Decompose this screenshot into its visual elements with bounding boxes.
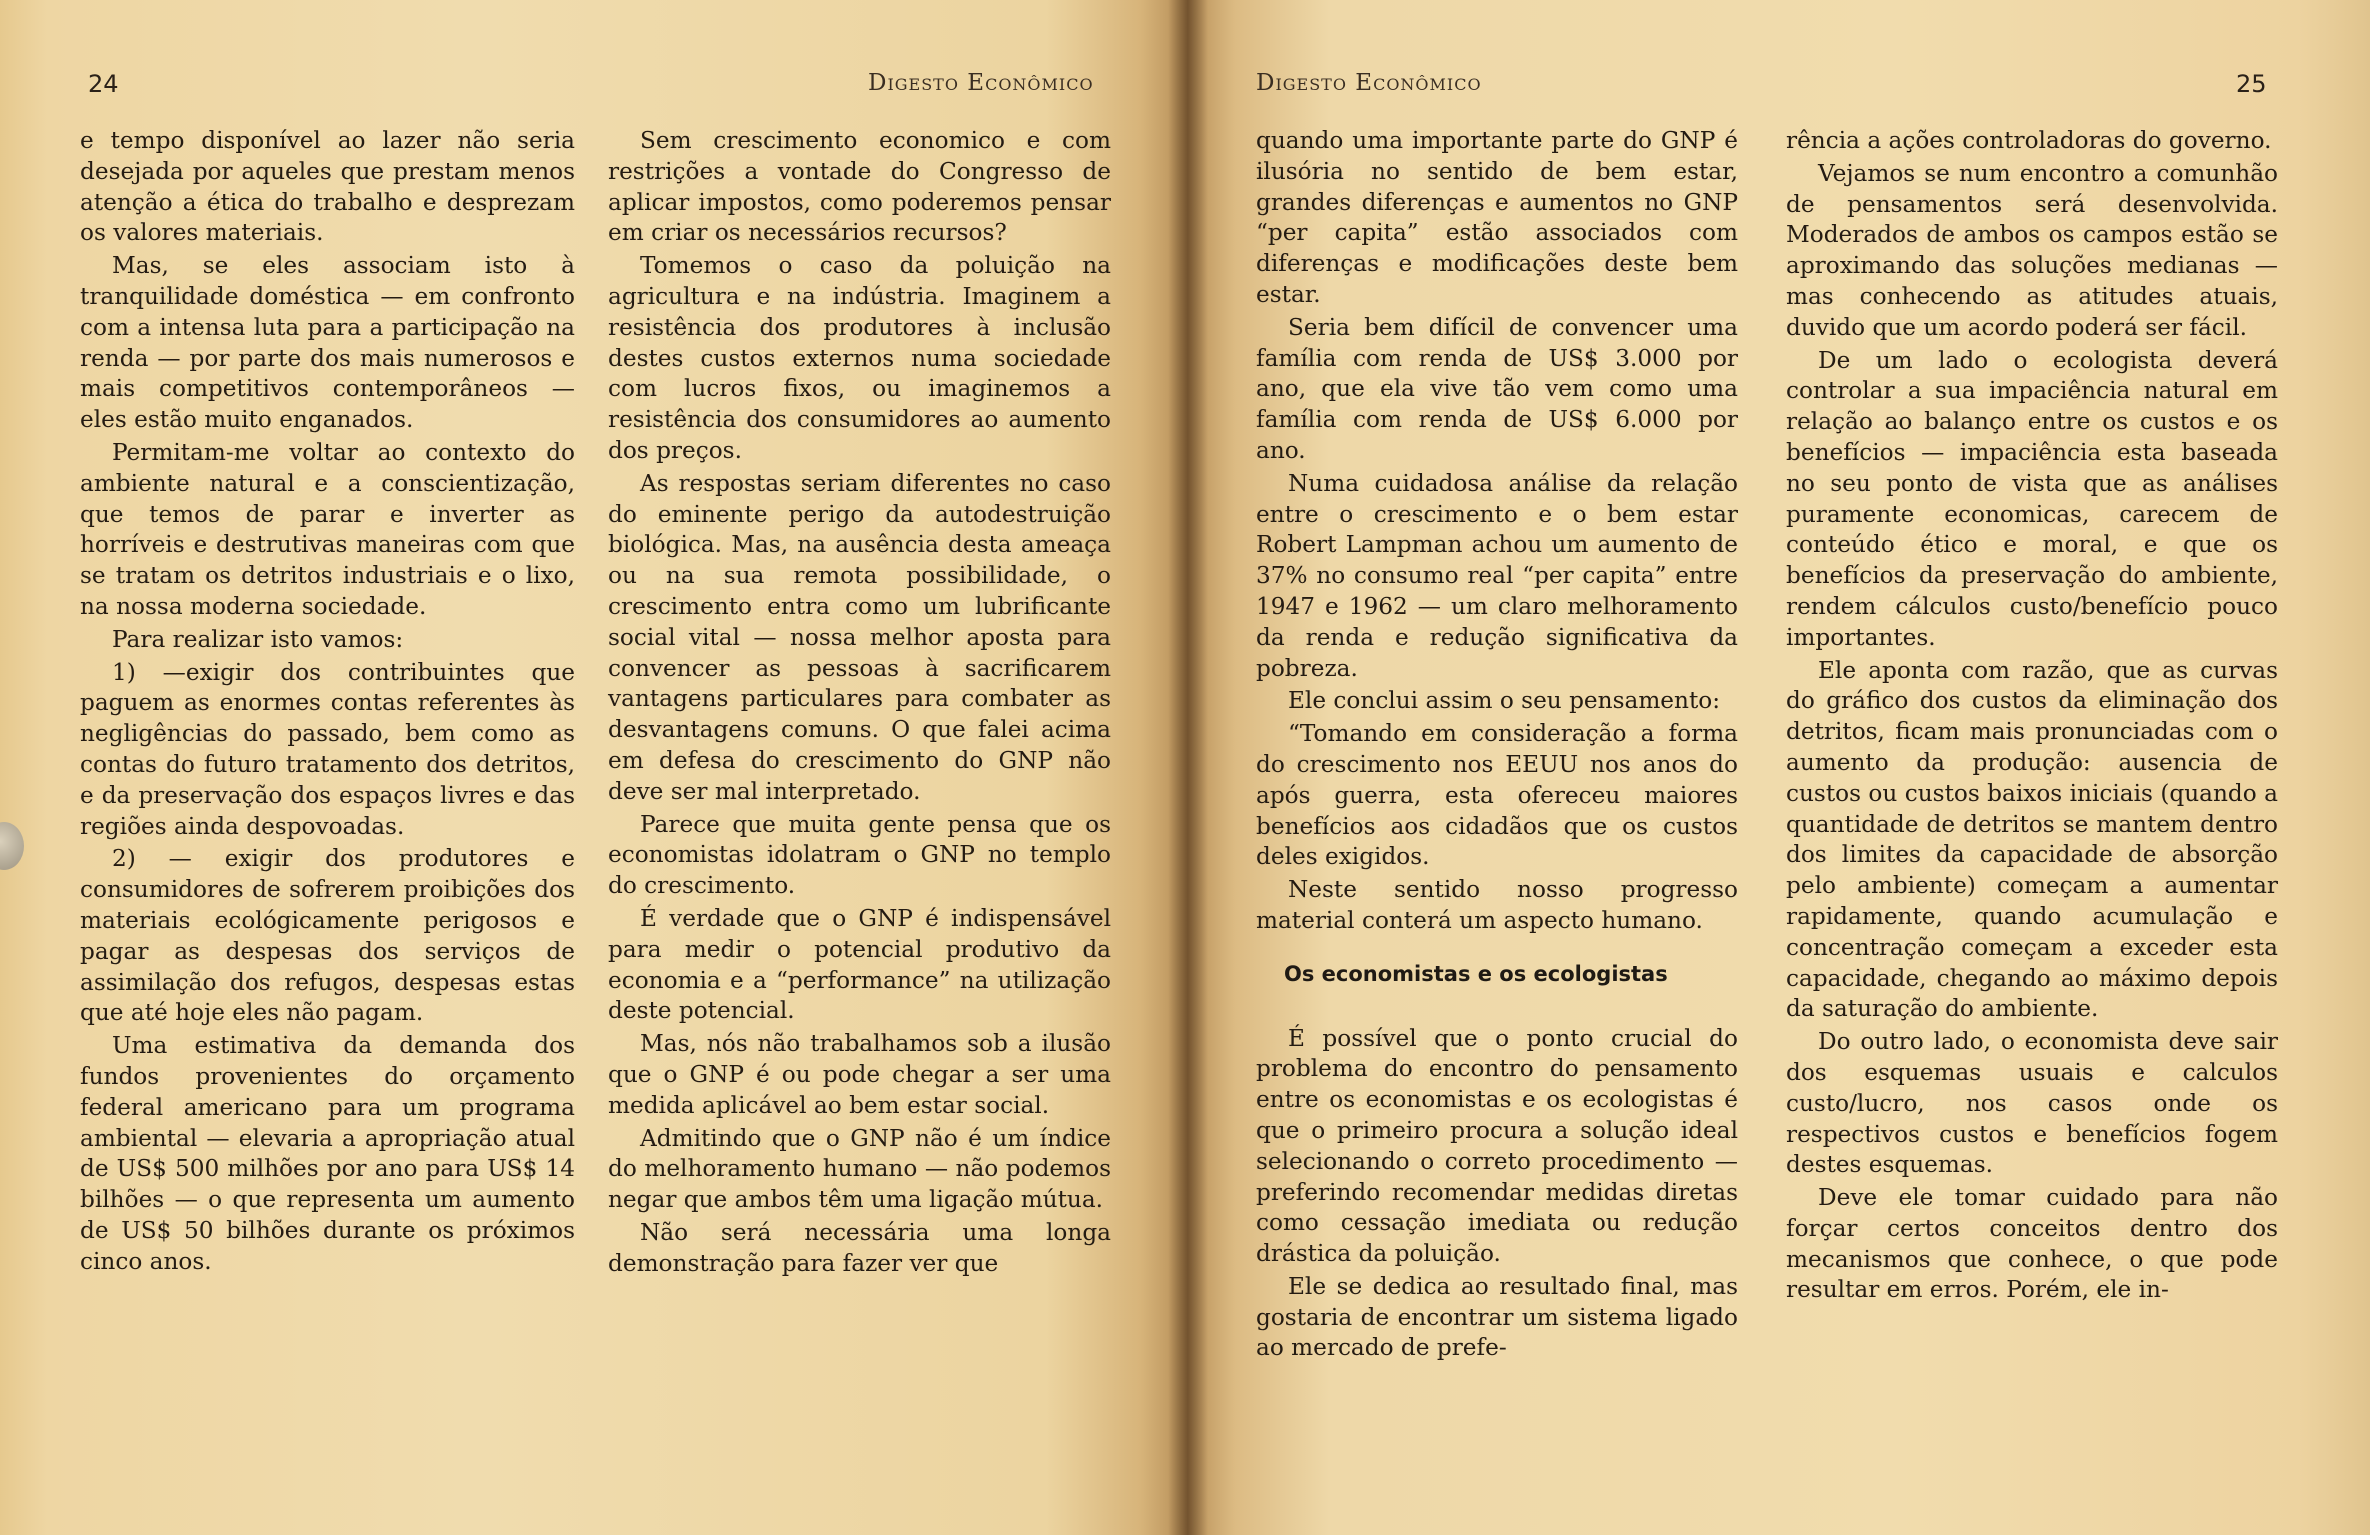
paragraph: Neste sentido nosso progresso material conterá um aspecto humano. [1256,876,1738,934]
paragraph: Ele conclui assim o seu pensamento: [1288,687,1721,715]
paragraph: e tempo disponível ao lazer não seria desejada por aqueles que prestam menos atenção a ética do trabalho e desprezam os valores materiais. [80,127,575,247]
running-header-left: Digesto Econômico [868,70,1094,96]
left-column-1 [80,126,575,1279]
paragraph: As respostas seriam diferentes no caso do eminente perigo da autodestruição biológica. Mas, na ausência desta ameaça ou na sua remota possibilidade, o crescimento entra como um lubrificante social vital — nossa melhor aposta para convencer as pessoas à sacrificarem vantagens particulares para combater as desvantagens comuns. O que falei acima em defesa do crescimento do GNP não deve ser mal interpretado. [608,469,1111,805]
paragraph: 2) — exigir dos produtores e consumidores de sofrerem proibições dos materiais ecológicamente perigosos e pagar as despesas dos serviços de assimilação dos refugos, despesas estas que até hoje eles não pagam. [80,845,575,1027]
paragraph: Numa cuidadosa análise da relação entre o crescimento e o bem estar Robert Lampman achou um aumento de 37% no consumo real “per capita” entre 1947 e 1962 — um claro melhoramento da renda e redução significativa da pobreza. [1256,469,1738,682]
paragraph: Do outro lado, o economista deve sair dos esquemas usuais e calculos custo/lucro, nos casos onde os respectivos custos e benefícios fogem destes esquemas. [1786,1028,2278,1179]
paragraph: Deve ele tomar cuidado para não forçar certos conceitos dentro dos mecanismos que conhece, o que pode resultar em erros. Porém, ele in- [1786,1184,2278,1304]
paragraph: Tomemos o caso da poluição na agricultura e na indústria. Imaginem a resistência dos produtores à inclusão destes custos externos numa sociedade com lucros fixos, ou imaginemos a resistência dos consumidores ao aumento dos preços. [608,252,1111,464]
page-number-left: 24 [88,70,119,98]
paragraph: Para realizar isto vamos: [112,625,404,653]
right-column-1-top [1256,126,1738,937]
right-column-1 [1256,126,1738,1366]
paragraph: Sem crescimento economico e com restrições a vontade do Congresso de aplicar impostos, como poderemos pensar em criar os necessários recursos? [608,127,1111,247]
paragraph: É possível que o ponto crucial do problema do encontro do pensamento entre os economistas e os ecologistas é que o primeiro procura a solução ideal selecionando o correto procedimento — preferindo recomendar medidas diretas como cessação imediata ou redução drástica da poluição. [1256,1024,1738,1268]
thumb-tab [0,822,24,870]
paragraph: Mas, se eles associam isto à tranquilidade doméstica — em confronto com a intensa luta para a participação na renda — por parte dos mais numerosos e mais competitivos contemporâneos — eles estão muito enganados. [80,252,575,434]
paragraph: Uma estimativa da demanda dos fundos provenientes do orçamento federal americano para um programa ambiental — elevaria a apropriação atual de US$ 500 milhões por ano para US$ 14 bilhões — o que representa um aumento de US$ 50 bilhões durante os próximos cinco anos. [80,1032,575,1275]
paragraph: Permitam-me voltar ao contexto do ambiente natural e a conscientização, que temos de parar e inverter as horríveis e destrutivas maneiras com que se tratam os detritos industriais e o lixo, na nossa moderna sociedade. [80,438,575,620]
paragraph: Parece que muita gente pensa que os economistas idolatram o GNP no templo do crescimento. [608,810,1111,900]
paragraph: Seria bem difícil de convencer uma família com renda de US$ 3.000 por ano, que ela vive tão vem como uma família com renda de US$ 6.000 por ano. [1256,313,1738,464]
paragraph: Admitindo que o GNP não é um índice do melhoramento humano — não podemos negar que ambos têm uma ligação mútua. [608,1124,1111,1214]
paragraph: Mas, nós não trabalhamos sob a ilusão que o GNP é ou pode chegar a ser uma medida aplicável ao bem estar social. [608,1030,1111,1119]
right-column-2 [1786,126,2278,1308]
paragraph: De um lado o ecologista deverá controlar a sua impaciência natural em relação ao balanço entre os custos e os benefícios — impaciência esta baseada no seu ponto de vista que as análises puramente economicas, carecem de conteúdo ético e moral, e que os benefícios da preservação do ambiente, rendem cálculos custo/benefício pouco importantes. [1786,346,2278,651]
paragraph: Ele aponta com razão, que as curvas do gráfico dos custos da eliminação dos detritos, ficam mais pronunciadas com o aumento da produção: ausencia de custos ou custos baixos iniciais (quando a quantidade de detritos se mantem dentro dos limites da capacidade de absorção pelo ambiente) começam a aumentar rapidamente, quando acumulação e concentração começam a exceder esta capacidade, chegando ao máximo depois da saturação do ambiente. [1786,656,2278,1023]
paragraph: 1) —exigir dos contribuintes que paguem as enormes contas referentes às negligências do passado, bem como as contas do futuro tratamento dos detritos, e da preservação dos espaços livres e das regiões ainda despovoadas. [80,658,575,840]
paragraph: Ele se dedica ao resultado final, mas gostaria de encontrar um sistema ligado ao mercado de prefe- [1256,1272,1738,1362]
paragraph: Vejamos se num encontro a comunhão de pensamentos será desenvolvida. Moderados de ambos os campos estão se aproximando das soluções medianas — mas conhecendo as atitudes atuais, duvido que um acordo poderá ser fácil. [1786,159,2278,341]
left-column-2 [608,126,1111,1281]
paragraph: Não será necessária uma longa demonstração para fazer ver que [608,1218,1111,1277]
paragraph: rência a ações controladoras do governo. [1786,127,2272,154]
paragraph: É verdade que o GNP é indispensável para medir o potencial produtivo da economia e a “performance” na utilização deste potencial. [608,904,1111,1025]
section-heading: Os economistas e os ecologistas [1284,961,1668,986]
paragraph: “Tomando em consideração a forma do crescimento nos EEUU nos anos do após guerra, esta ofereceu maiores benefícios aos cidadãos que os custos deles exigidos. [1256,720,1738,871]
paragraph: quando uma importante parte do GNP é ilusória no sentido de bem estar, grandes diferenças e aumentos no GNP “per capita” estão associados com diferenças e modificações deste bem estar. [1256,127,1738,308]
right-page [1188,0,2370,1535]
book-gutter [1168,0,1208,1535]
right-column-1-bottom [1256,1024,1738,1365]
page-number-right: 25 [2236,70,2267,98]
running-header-right: Digesto Econômico [1256,70,1482,96]
